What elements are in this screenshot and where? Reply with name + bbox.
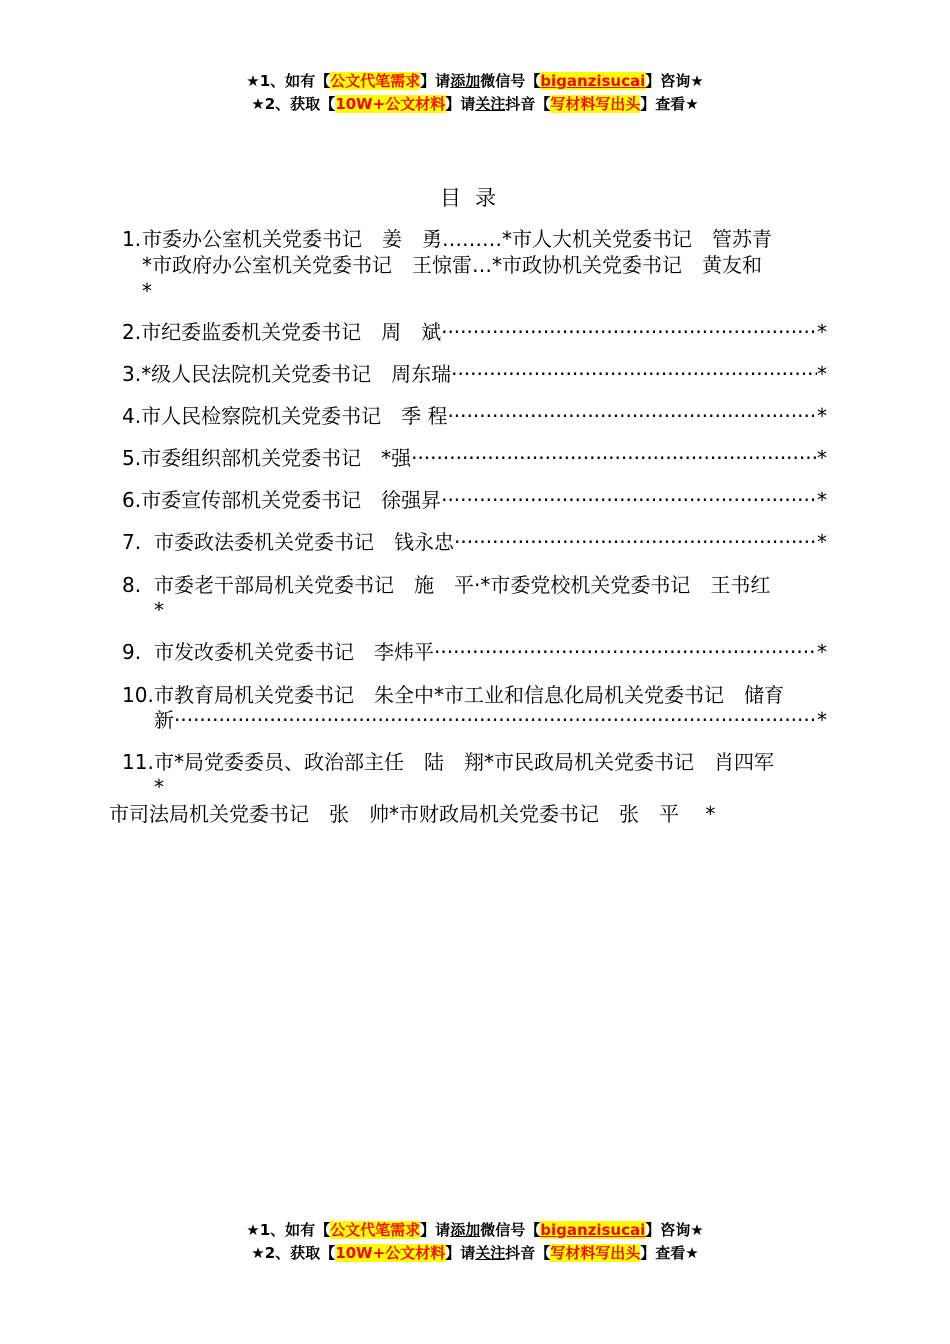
entry-text: 市发改委机关党委书记 李炜平 (154, 640, 434, 664)
entry-text: 市委组织部机关党委书记 *强 (141, 446, 412, 470)
entry-text: *级人民法院机关党委书记 周东瑞 (141, 362, 452, 386)
entry-number: 10. (122, 683, 154, 707)
entry-number: 2. (122, 320, 142, 344)
leader-dots (454, 530, 817, 555)
leader-dots (434, 640, 817, 665)
entry-text: 市委宣传部机关党委书记 徐强昇 (141, 488, 442, 512)
toc-entry[interactable] (122, 404, 827, 429)
entry-number: 1. (122, 227, 142, 251)
entry-number: 5. (122, 446, 142, 470)
entry-text: 市*局党委委员、政治部主任 陆 翔*市民政局机关党委书记 肖四军 (154, 750, 774, 774)
banner-highlight-service: 公文代笔需求 (330, 1221, 421, 1239)
entry-page-marker: * (154, 598, 164, 622)
entry-page-marker: * (817, 446, 827, 470)
footer-banner (0, 1219, 950, 1265)
banner-line-2: ★2、获取【10W+公文材料】请关注抖音【写材料写出头】查看★ (251, 95, 699, 113)
leader-dots (174, 708, 817, 733)
toc-entry[interactable] (122, 320, 827, 345)
banner-wechat-id[interactable]: biganzisucai (540, 72, 646, 90)
entry-page-marker: * (817, 320, 827, 344)
toc-title: 目录 (440, 186, 510, 210)
entry-page-marker: * (817, 640, 827, 664)
entry-number: 11. (122, 750, 154, 774)
entry-page-marker: * (817, 488, 827, 512)
leader-dots (411, 446, 817, 471)
banner-line-2: ★2、获取【10W+公文材料】请关注抖音【写材料写出头】查看★ (251, 1244, 699, 1262)
entry-text: 市委办公室机关党委书记 姜 勇………*市人大机关党委书记 管苏青 (142, 227, 772, 251)
entry-number: 8. (122, 573, 142, 597)
toc-entry[interactable] (122, 530, 827, 555)
entry-text: 市委老干部局机关党委书记 施 平·*市委党校机关党委书记 王书红 (154, 573, 771, 597)
leader-dots (441, 320, 817, 345)
entry-text: 市人民检察院机关党委书记 季 程 (141, 404, 448, 428)
toc-entry[interactable] (122, 446, 827, 471)
banner-douyin-id: 写材料写出头 (550, 95, 641, 113)
entry-page-marker: * (817, 530, 827, 554)
entry-number: 7. (122, 530, 142, 554)
toc-entry[interactable] (122, 488, 827, 513)
banner-highlight-materials: 10W+公文材料 (335, 95, 446, 113)
entry-number: 6. (122, 488, 142, 512)
entry-page-marker: * (817, 362, 827, 386)
toc-entry[interactable] (122, 640, 827, 665)
banner-douyin-id: 写材料写出头 (550, 1244, 641, 1262)
toc-entry[interactable] (122, 573, 827, 622)
entry-page-marker: * (154, 775, 164, 799)
banner-highlight-materials: 10W+公文材料 (335, 1244, 446, 1262)
banner-line-1: ★1、如有【公文代笔需求】请添加微信号【biganzisucai】咨询★ (246, 1221, 704, 1239)
banner-wechat-id[interactable]: biganzisucai (540, 1221, 646, 1239)
toc-entry[interactable] (122, 227, 827, 303)
banner-line-1: ★1、如有【公文代笔需求】请添加微信号【biganzisucai】咨询★ (246, 72, 704, 90)
entry-number: 3. (122, 362, 142, 386)
entry-text: 新 (154, 708, 174, 732)
entry-number: 9. (122, 640, 142, 664)
toc-entry[interactable] (122, 750, 827, 799)
banner-highlight-service: 公文代笔需求 (330, 72, 421, 90)
leader-dots (447, 404, 817, 429)
entry-text: *市政府办公室机关党委书记 王惊雷…*市政协机关党委书记 黄友和 (142, 253, 762, 277)
entry-page-marker: * (817, 708, 827, 732)
leader-dots (441, 488, 817, 513)
toc-entry[interactable] (122, 362, 827, 387)
entry-number: 4. (122, 404, 142, 428)
entry-page-marker: * (817, 404, 827, 428)
entry-text: 市教育局机关党委书记 朱全中*市工业和信息化局机关党委书记 储育 (154, 683, 784, 707)
header-banner (0, 70, 950, 116)
leader-dots (451, 362, 817, 387)
entry-page-marker: * (142, 279, 152, 303)
entry-text: 市纪委监委机关党委书记 周 斌 (141, 320, 442, 344)
entry-text: 市委政法委机关党委书记 钱永忠 (154, 530, 454, 554)
toc-entry[interactable] (122, 683, 827, 732)
toc-trailing-line[interactable]: 市司法局机关党委书记 张 帅*市财政局机关党委书记 张 平 * (109, 802, 716, 826)
